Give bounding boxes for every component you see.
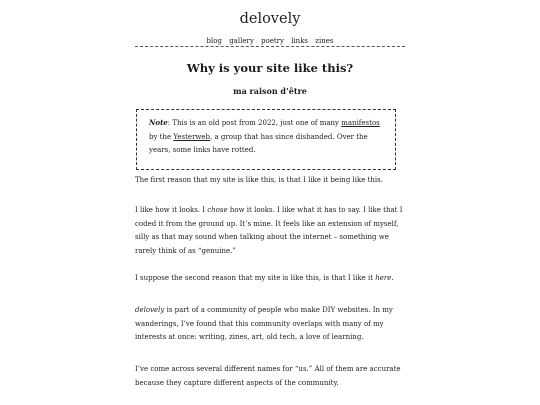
emphasis-text: here [375,274,392,282]
note-text: by the [149,132,174,141]
paragraph-text: is part of a community of people who make DIY websites. In my wanderings, I’ve found that this community overlaps with many of my interests at once: writing, zines, art, old tech, a love of learning. [135,306,393,341]
post-title: Why is your site like this? [186,61,354,75]
nav-link-links[interactable]: links [291,37,309,45]
paragraph-text: I suppose the second reason that my site is like this, is that I like it [135,274,376,282]
paragraph-text: how it looks. I like what it has to say. I like that I coded it from the ground up. It’s mine. It feels like an extension of myself, silly as that may sound when talking about the internet – something we rarely think of as “genuine.” [135,206,403,255]
note-text: , a group that has since disbanded. Over the years, some links have rotted. [149,132,368,154]
post-subtitle: ma raison d’être [233,86,307,96]
paragraph-text: The first reason that my site is like this, is that I like it being like this. [135,176,383,184]
note-label: Note [149,118,168,127]
paragraph-2 [135,204,405,258]
paragraph-text: I’ve come across several different names for “us.” All of them are accurate because they capture different aspects of the community. [135,365,401,387]
paragraph-text: . [391,274,394,282]
nav-link-gallery[interactable]: gallery [229,37,254,45]
site-name-emphasis: delovely [135,306,165,314]
nav-link-poetry[interactable]: poetry [261,37,284,45]
paragraph-text: I like how it looks. I [135,206,208,214]
manifestos-link[interactable]: manifestos [341,119,380,127]
paragraph-5 [135,363,405,390]
nav-link-zines[interactable]: zines [315,37,334,45]
emphasis-text: chose [207,206,228,214]
site-title[interactable]: delovely [239,11,301,27]
note-box [136,109,396,170]
yesterweb-link[interactable]: Yesterweb [173,132,211,141]
nav-divider [135,46,405,47]
paragraph-3 [135,272,405,286]
paragraph-4 [135,304,405,345]
paragraph-1 [135,174,405,188]
nav-link-blog[interactable]: blog [206,37,222,45]
site-nav [135,36,405,46]
note-text: : This is an old post from 2022, just one of many [167,119,342,127]
